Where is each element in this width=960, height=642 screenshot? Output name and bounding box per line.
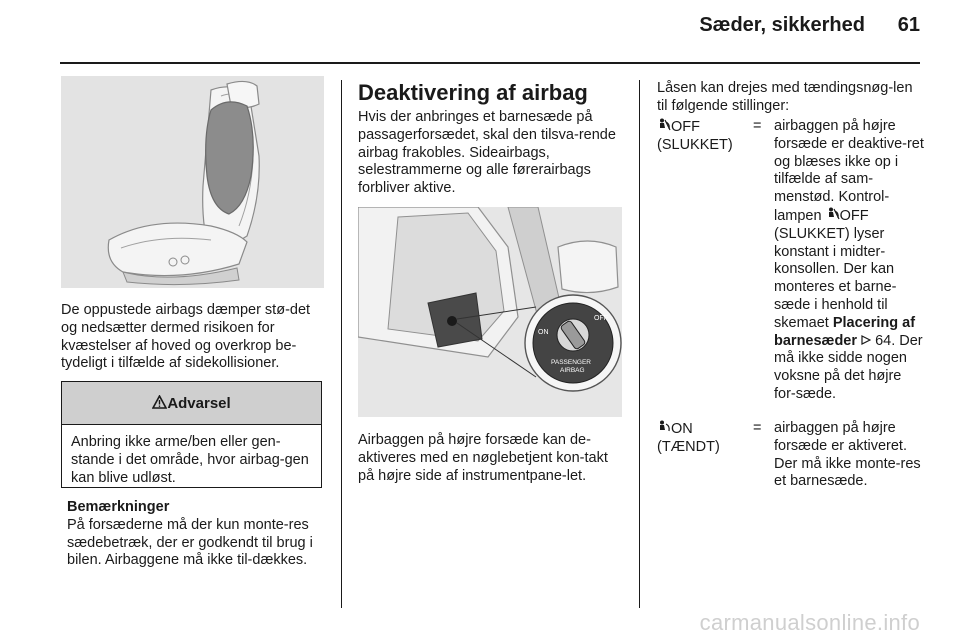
def-term-on-label: ON	[671, 421, 693, 437]
page-reference-icon	[861, 333, 871, 349]
warning-title: Advarsel	[167, 394, 231, 412]
switch-label-passenger: PASSENGER	[551, 359, 591, 366]
airbag-on-icon	[657, 421, 671, 437]
airbag-switch-illustration	[358, 207, 622, 417]
airbag-off-lamp-icon	[826, 208, 840, 224]
switch-drawing	[358, 207, 622, 417]
def-term-on	[657, 420, 749, 457]
note-title: Bemærkninger	[67, 499, 170, 515]
switch-label-airbag: AIRBAG	[560, 367, 585, 374]
note-text: På forsæderne må der kun monte-res sædebetræk, der er godkendt til brug i bilen. Airbaggene må ikke til-dækkes.	[67, 516, 313, 569]
deactivation-intro: Hvis der anbringes et barnesæde på passagerforsædet, skal den tilsva-rende airbag frakobles. Sideairbags, selestrammerne og alle førerairbags forbliver aktive.	[358, 109, 616, 197]
seat-airbag-illustration	[61, 76, 324, 288]
def-desc-on: airbaggen på højre forsæde er aktiveret. Der må ikke monte-res et barnesæde.	[774, 420, 921, 490]
def-desc-off-part1: airbaggen på højre forsæde er deaktive-ret og blæses ikke op i tilfælde af sam-menstød. Kontrol-lampen	[774, 118, 924, 224]
seat-drawing	[61, 76, 324, 288]
warning-text: Anbring ikke arme/ben eller gen-stande i det område, hvor airbag-gen kan blive udløst.	[71, 434, 309, 486]
def-term-off	[657, 118, 749, 155]
def-term-on-sub: (TÆNDT)	[657, 438, 720, 455]
header-rule	[60, 62, 920, 64]
column-divider-1	[341, 80, 342, 608]
def-row-off	[657, 118, 925, 418]
section-heading: Deaktivering af airbag	[358, 80, 588, 105]
warning-box	[61, 381, 322, 488]
child-seat-placement-link[interactable]: Placering af barnesæder	[774, 314, 916, 349]
def-term-off-sub: (SLUKKET)	[657, 136, 733, 153]
switch-label-off: OFF	[594, 315, 608, 322]
switch-label-on: ON	[538, 329, 549, 336]
seat-airbag-intro: De oppustede airbags dæmper stø-det og nedsætter dermed risikoen for kvæstelser af hoved og overkrop be-tydeligt i tilfælde af sidekollisioner.	[61, 302, 311, 372]
warning-header	[62, 382, 321, 425]
page-number: 61	[897, 14, 920, 36]
def-eq-on: =	[753, 420, 762, 436]
airbag-off-icon	[657, 119, 671, 135]
lock-intro: Låsen kan drejes med tændingsnøg-len til følgende stillinger:	[657, 80, 913, 114]
def-term-off-label: OFF	[671, 119, 700, 135]
def-desc-off	[774, 118, 926, 404]
note-block	[67, 499, 332, 570]
def-desc-off-part2: OFF (SLUKKET) lyser konstant i midter-konsollen. Der kan monteres et barne-sæde i henhold til skemaet	[774, 207, 897, 331]
def-desc-off-part3: 64. Der må ikke sidde nogen voksne på det højre for-sæde.	[774, 332, 923, 402]
switch-caption: Airbaggen på højre forsæde kan de-aktiveres med en nøglebetjent kon-takt på højre side af instrumentpane-let.	[358, 432, 608, 484]
watermark: carmanualsonline.info	[699, 610, 920, 635]
def-row-on	[657, 420, 925, 500]
def-eq-off: =	[753, 118, 762, 134]
warning-triangle-icon	[152, 395, 167, 412]
column-divider-2	[639, 80, 640, 608]
running-header-title: Sæder, sikkerhed	[699, 14, 865, 36]
